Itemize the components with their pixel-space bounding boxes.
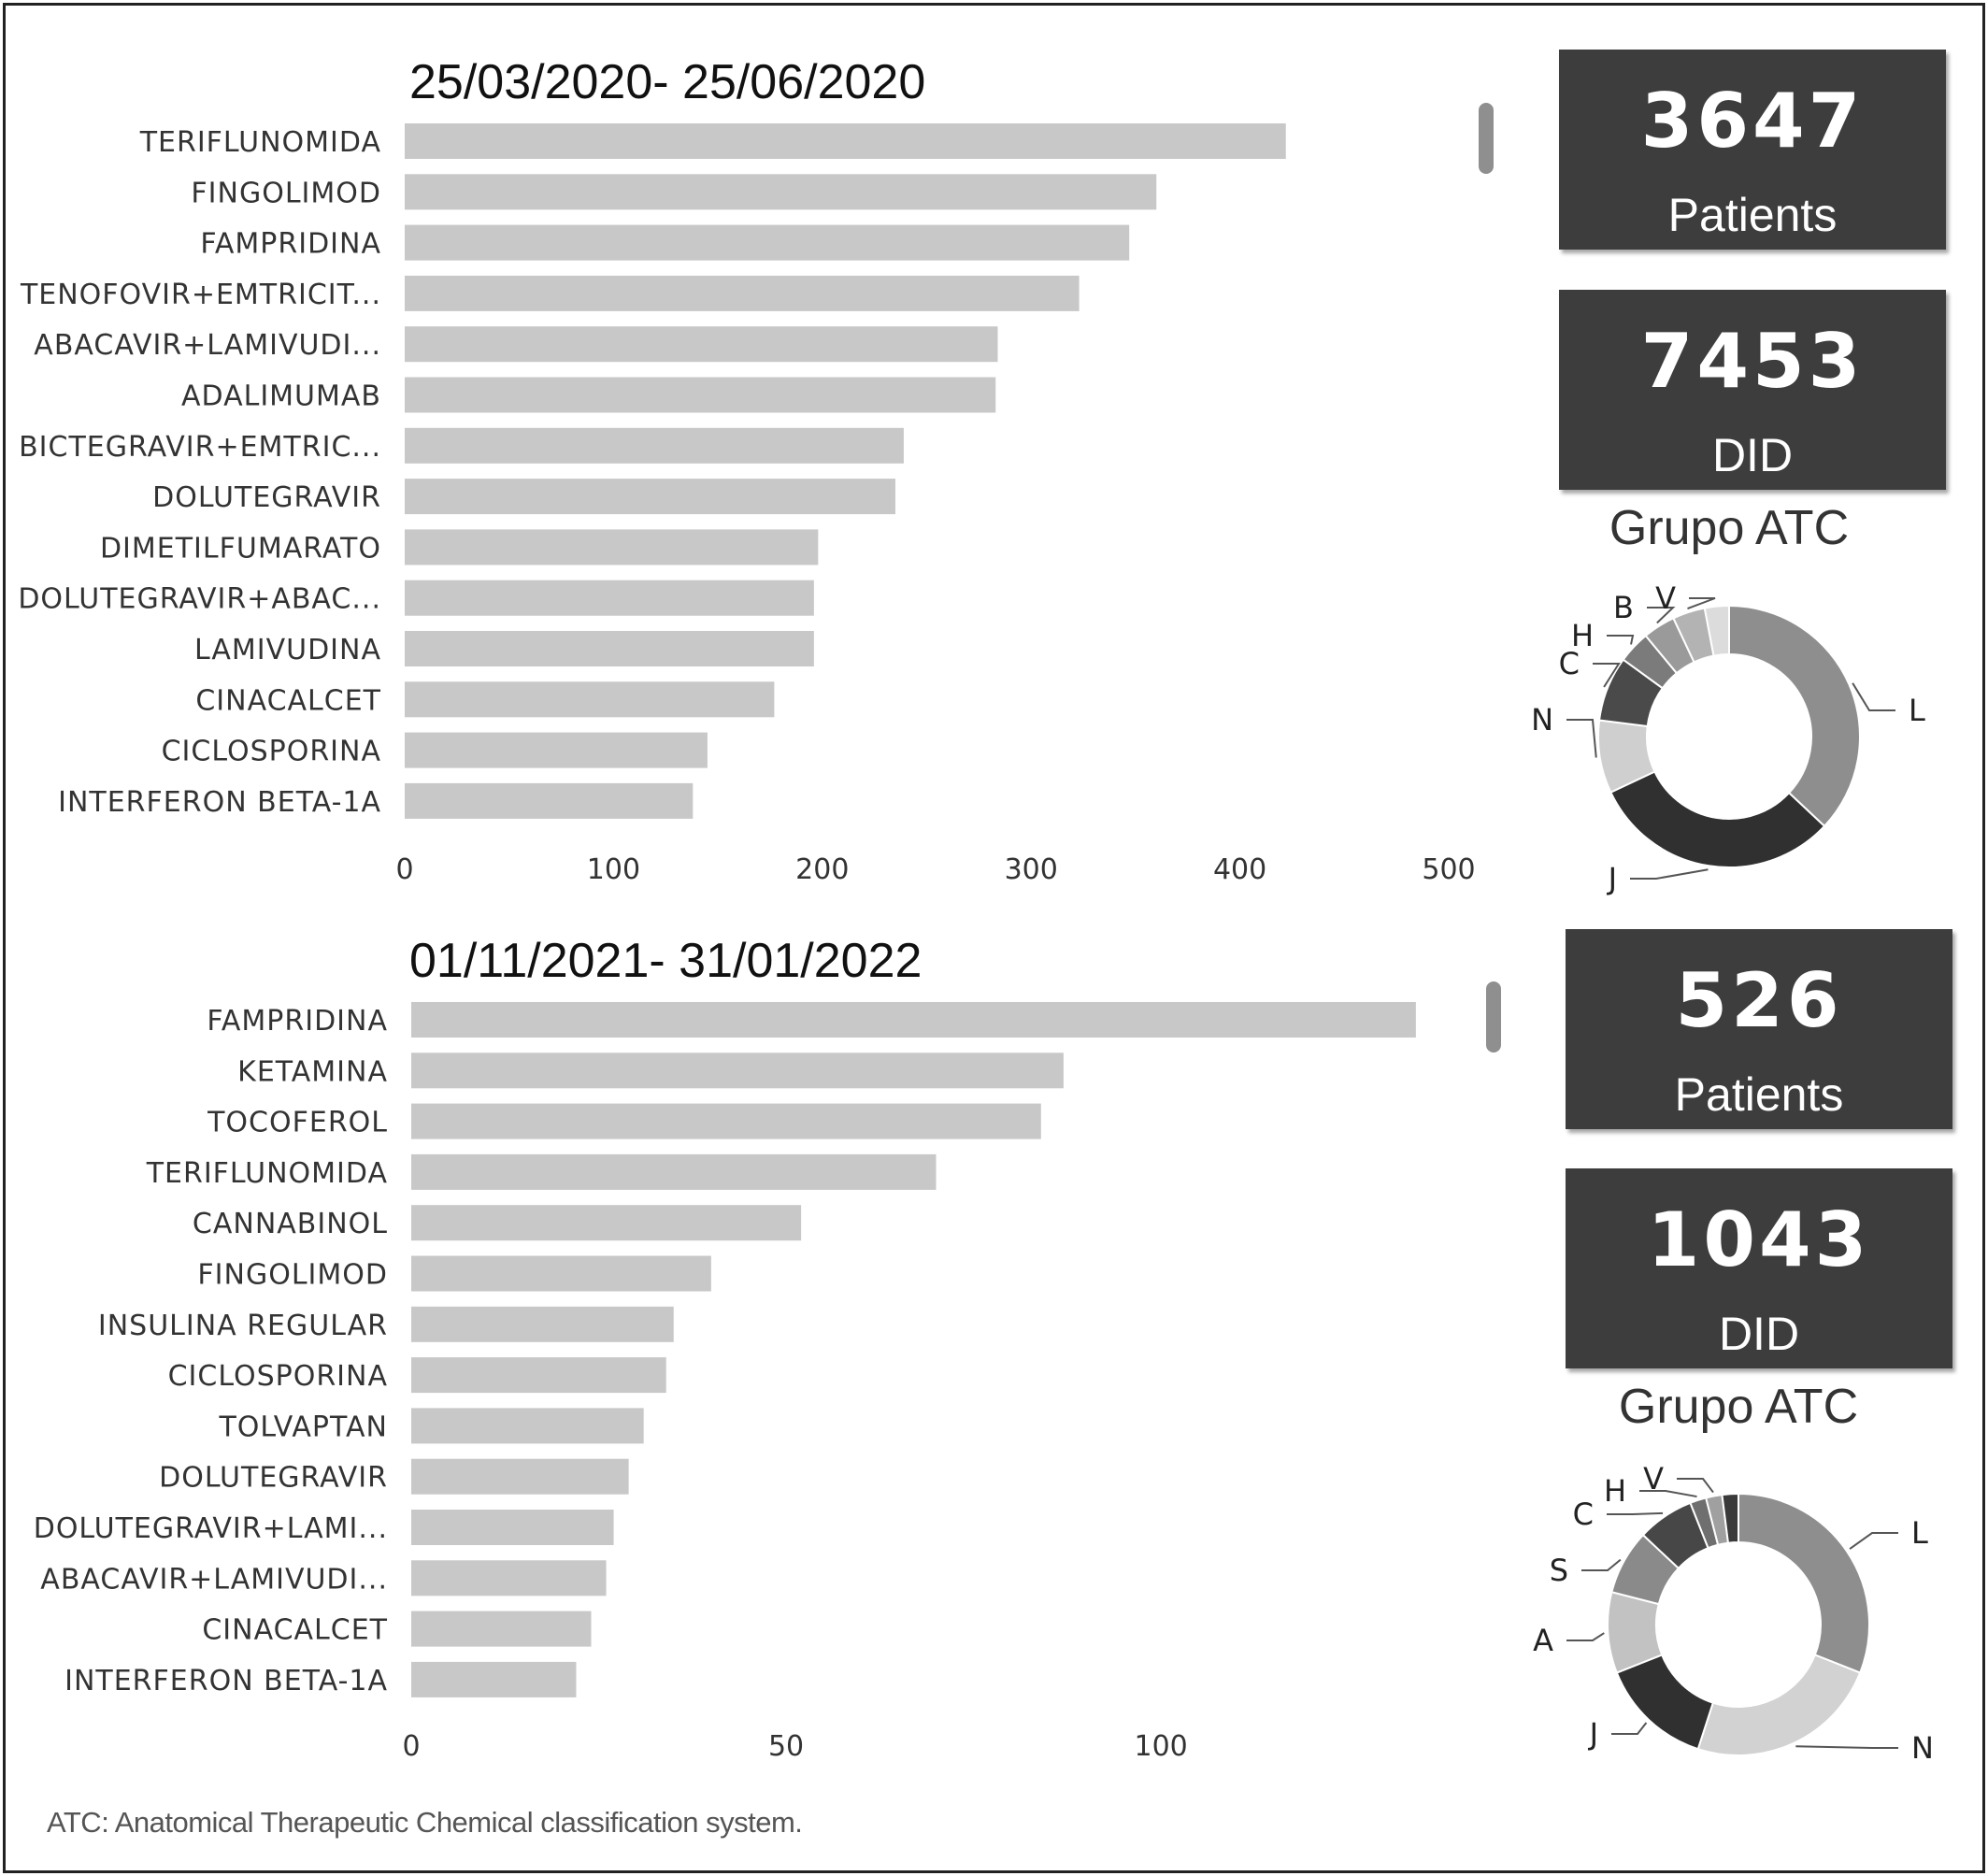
bottom-donut-slice-label: S bbox=[1549, 1553, 1568, 1588]
top-bar-category-label: INTERFERON BETA-1A bbox=[58, 785, 381, 819]
bottom-bar-category-label: KETAMINA bbox=[237, 1055, 388, 1089]
top-bar-category-label: FINGOLIMOD bbox=[191, 177, 381, 210]
bottom-donut-slice bbox=[1698, 1654, 1860, 1755]
bottom-donut-slice-label: N bbox=[1911, 1730, 1934, 1766]
bottom-bar-category-label: DOLUTEGRAVIR+LAMI... bbox=[33, 1512, 388, 1545]
bottom-bar-bar bbox=[411, 1611, 592, 1647]
top-bar-category-label: TERIFLUNOMIDA bbox=[139, 126, 381, 159]
bottom-bar-tick-label: 0 bbox=[402, 1730, 421, 1763]
top-donut-slice-label: N bbox=[1531, 702, 1553, 738]
bottom-bar-bar bbox=[411, 1357, 666, 1393]
bottom-scrollbar[interactable] bbox=[1486, 981, 1501, 1053]
bottom-donut-slice bbox=[1617, 1654, 1713, 1749]
bottom-patients-value: 526 bbox=[1675, 957, 1843, 1044]
top-donut-slice-label: H bbox=[1570, 618, 1594, 653]
bottom-bar-category-label: TERIFLUNOMIDA bbox=[146, 1156, 388, 1190]
top-bar-category-label: CICLOSPORINA bbox=[161, 735, 381, 768]
bottom-donut-leader-line bbox=[1795, 1746, 1898, 1748]
bottom-donut-leader-line bbox=[1607, 1513, 1663, 1514]
bottom-bar-category-label: FINGOLIMOD bbox=[197, 1258, 388, 1292]
bottom-bar-bar bbox=[411, 1104, 1041, 1139]
bottom-bar-bar bbox=[411, 1053, 1064, 1088]
bottom-bar-category-label: CICLOSPORINA bbox=[167, 1360, 388, 1394]
top-donut-slice-label: J bbox=[1608, 861, 1617, 896]
top-bar-title: 25/03/2020- 25/06/2020 bbox=[409, 55, 926, 109]
bottom-bar-bar bbox=[411, 1154, 937, 1190]
bottom-bar-category-label: DOLUTEGRAVIR bbox=[159, 1461, 388, 1495]
top-bar-category-label: BICTEGRAVIR+EMTRIC... bbox=[19, 430, 381, 464]
bottom-bar-bar bbox=[411, 1205, 801, 1240]
top-bar-tick-label: 300 bbox=[1004, 853, 1058, 886]
top-patients-value: 3647 bbox=[1640, 78, 1865, 165]
bottom-donut-slice-label: C bbox=[1572, 1497, 1594, 1532]
top-bar-category-label: FAMPRIDINA bbox=[200, 227, 381, 261]
bottom-donut-slice-label: V bbox=[1643, 1461, 1664, 1497]
top-bar-category-label: DOLUTEGRAVIR bbox=[152, 481, 381, 515]
top-bar-category-label: DOLUTEGRAVIR+ABAC... bbox=[18, 582, 381, 616]
bottom-bar-bar bbox=[411, 1510, 614, 1545]
top-donut-slice-label: C bbox=[1558, 646, 1580, 681]
top-bar-category-label: CINACALCET bbox=[195, 684, 381, 718]
bottom-bar-bar bbox=[411, 1408, 644, 1443]
bottom-bar-bar bbox=[411, 1459, 629, 1495]
bottom-donut-slice-label: L bbox=[1911, 1515, 1928, 1551]
bottom-did-card bbox=[1566, 1168, 1952, 1368]
top-bar-tick-label: 100 bbox=[586, 853, 641, 886]
bottom-bar-category-label: TOLVAPTAN bbox=[219, 1411, 388, 1444]
bottom-patients-card bbox=[1566, 929, 1952, 1129]
top-bar-tick-label: 0 bbox=[395, 853, 414, 886]
top-bar-category-label: ADALIMUMAB bbox=[180, 379, 381, 413]
bottom-donut-chart bbox=[1495, 1439, 1981, 1795]
bottom-did-value: 1043 bbox=[1647, 1196, 1871, 1283]
bottom-donut-leader-line bbox=[1677, 1479, 1713, 1493]
footnote: ATC: Anatomical Therapeutic Chemical classification system. bbox=[47, 1806, 803, 1839]
top-did-label: DID bbox=[1711, 429, 1794, 481]
top-patients-label: Patients bbox=[1667, 189, 1838, 241]
top-did-value: 7453 bbox=[1640, 318, 1865, 405]
bottom-bar-bar bbox=[411, 1256, 711, 1292]
bottom-donut-leader-line bbox=[1581, 1560, 1621, 1570]
bottom-bar-category-label: FAMPRIDINA bbox=[207, 1005, 388, 1038]
top-donut-title: Grupo ATC bbox=[1609, 501, 1850, 555]
bottom-bar-category-label: ABACAVIR+LAMIVUDI... bbox=[40, 1563, 388, 1597]
top-bar-tick-label: 400 bbox=[1212, 853, 1267, 886]
bottom-donut-leader-line bbox=[1850, 1533, 1898, 1549]
bottom-donut-slice-label: A bbox=[1533, 1623, 1553, 1658]
bottom-bar-category-label: CINACALCET bbox=[202, 1613, 388, 1647]
bottom-donut-slice bbox=[1738, 1494, 1869, 1673]
bottom-bar-category-label: TOCOFEROL bbox=[207, 1106, 388, 1139]
bottom-donut-slice-label: J bbox=[1589, 1716, 1598, 1752]
bottom-bar-title: 01/11/2021- 31/01/2022 bbox=[409, 934, 922, 988]
top-bar-tick-label: 200 bbox=[795, 853, 850, 886]
bottom-donut-leader-line bbox=[1611, 1723, 1646, 1734]
bottom-bar-category-label: INSULINA REGULAR bbox=[97, 1309, 388, 1342]
bottom-donut-leader-line bbox=[1566, 1633, 1604, 1640]
bottom-did-label: DID bbox=[1718, 1308, 1800, 1360]
top-donut-slice-label: L bbox=[1909, 693, 1925, 728]
top-bar-category-label: LAMIVUDINA bbox=[193, 634, 381, 666]
bottom-donut-title: Grupo ATC bbox=[1618, 1380, 1859, 1434]
bottom-bar-category-label: CANNABINOL bbox=[192, 1208, 388, 1241]
bottom-bar-tick-label: 100 bbox=[1134, 1730, 1188, 1763]
top-bar-tick-label: 500 bbox=[1422, 853, 1476, 886]
bottom-bar-tick-label: 50 bbox=[767, 1730, 805, 1763]
bottom-bar-category-label: INTERFERON BETA-1A bbox=[64, 1664, 388, 1697]
top-donut-slice-label: V bbox=[1655, 580, 1676, 616]
top-bar-category-label: DIMETILFUMARATO bbox=[99, 532, 381, 566]
bottom-bar-bar bbox=[411, 1560, 607, 1596]
bottom-patients-label: Patients bbox=[1674, 1068, 1844, 1121]
bottom-bar-bar bbox=[411, 1307, 674, 1342]
bottom-bar-bar bbox=[411, 1002, 1416, 1038]
top-bar-category-label: ABACAVIR+LAMIVUDI... bbox=[34, 329, 381, 363]
bottom-bar-bar bbox=[411, 1662, 576, 1697]
top-donut-slice-label: B bbox=[1613, 590, 1634, 625]
bottom-donut-slice-label: H bbox=[1603, 1473, 1626, 1509]
top-bar-category-label: TENOFOVIR+EMTRICIT... bbox=[20, 278, 381, 311]
